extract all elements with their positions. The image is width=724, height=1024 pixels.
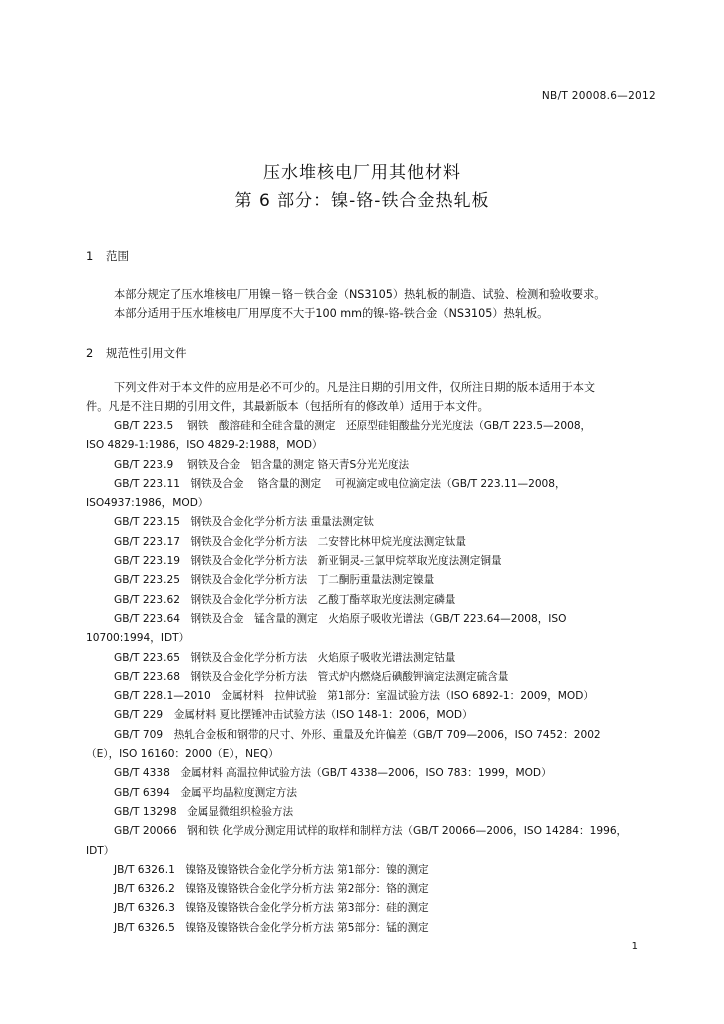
scope-paragraph: 本部分适用于压水堆核电厂用厚度不大于100 mm的镍-铬-铁合金（NS3105）热轧板。	[114, 307, 549, 321]
reference-item: GB/T 223.65 钢铁及合金化学分析方法 火焰原子吸收光谱法测定钴量	[114, 651, 456, 664]
scope-paragraph: 本部分规定了压水堆核电厂用镍－铬－铁合金（NS3105）热轧板的制造、试验、检测和验收要求。	[114, 288, 606, 301]
reference-item-cont: ISO 4829-1:1986，ISO 4829-2:1988，MOD）	[86, 439, 323, 452]
reference-item: JB/T 6326.1 镍铬及镍铬铁合金化学分析方法 第1部分：镍的测定	[114, 863, 429, 876]
reference-item: JB/T 6326.5 镍铬及镍铬铁合金化学分析方法 第5部分：锰的测定	[114, 921, 429, 934]
reference-item-cont: （E），ISO 16160：2000（E），NEQ）	[86, 748, 279, 761]
reference-item-cont: IDT）	[86, 844, 115, 857]
document-title-line1: 压水堆核电厂用其他材料	[263, 163, 461, 183]
reference-item: GB/T 223.9 钢铁及合金 铝含量的测定 铬天青S分光光度法	[114, 458, 410, 471]
reference-item: GB/T 223.5 钢铁 酸溶硅和全硅含量的测定 还原型硅钼酸盐分光光度法（GB/T 223.5—2008，	[114, 420, 592, 432]
reference-list	[86, 417, 658, 938]
reference-item: GB/T 223.64 钢铁及合金 锰含量的测定 火焰原子吸收光谱法（GB/T 223.64—2008，ISO	[114, 612, 567, 625]
reference-item: GB/T 223.68 钢铁及合金化学分析方法 管式炉内燃烧后碘酸钾滴定法测定硫含量	[114, 670, 509, 683]
reference-item-cont: 10700:1994，IDT）	[86, 632, 190, 645]
reference-item: GB/T 229 金属材料 夏比摆锤冲击试验方法（ISO 148-1：2006，MOD）	[114, 709, 473, 722]
section-number: 2	[86, 346, 94, 360]
section-number: 1	[86, 249, 94, 263]
reference-item: GB/T 223.17 钢铁及合金化学分析方法 二安替比林甲烷光度法测定钛量	[114, 535, 466, 548]
section-heading-scope	[86, 248, 129, 264]
standard-code: NB/T 20008.6—2012	[541, 90, 656, 102]
reference-item: GB/T 223.11 钢铁及合金 铬含量的测定 可视滴定或电位滴定法（GB/T 223.11—2008，	[114, 477, 566, 490]
reference-item: GB/T 709 热轧合金板和钢带的尺寸、外形、重量及允许偏差（GB/T 709—2006，ISO 7452：2002	[114, 728, 601, 741]
reference-item: GB/T 20066 钢和铁 化学成分测定用试样的取样和制样方法（GB/T 20066—2006，ISO 14284：1996，	[114, 825, 628, 838]
document-title-line2: 第 6 部分：镍-铬-铁合金热轧板	[234, 191, 490, 211]
reference-item: GB/T 228.1—2010 金属材料 拉伸试验 第1部分：室温试验方法（ISO 6892-1：2009，MOD）	[114, 690, 595, 703]
reference-item: GB/T 223.15 钢铁及合金化学分析方法 重量法测定钛	[114, 516, 375, 529]
reference-item: GB/T 4338 金属材料 高温拉伸试验方法（GB/T 4338—2006，ISO 783：1999，MOD）	[114, 767, 552, 780]
reference-item: GB/T 13298 金属显微组织检验方法	[114, 805, 294, 818]
reference-item: GB/T 223.62 钢铁及合金化学分析方法 乙酸丁酯萃取光度法测定磷量	[114, 593, 456, 606]
scope-paragraphs	[86, 285, 658, 324]
page-number: 1	[631, 941, 638, 952]
intro-line: 件。凡是不注日期的引用文件，其最新版本（包括所有的修改单）适用于本文件。	[86, 400, 489, 414]
section-title: 规范性引用文件	[106, 346, 187, 360]
reference-item: GB/T 223.19 钢铁及合金化学分析方法 新亚铜灵-三氯甲烷萃取光度法测定铜量	[114, 555, 502, 568]
section-title: 范围	[106, 249, 129, 263]
reference-item: JB/T 6326.2 镍铬及镍铬铁合金化学分析方法 第2部分：铬的测定	[114, 883, 429, 896]
reference-item: JB/T 6326.3 镍铬及镍铬铁合金化学分析方法 第3部分：硅的测定	[114, 902, 429, 915]
reference-item: GB/T 6394 金属平均晶粒度测定方法	[114, 786, 297, 799]
reference-item-cont: ISO4937:1986，MOD）	[86, 497, 209, 510]
section-heading-normative	[86, 345, 187, 361]
reference-item: GB/T 223.25 钢铁及合金化学分析方法 丁二酮肟重量法测定镍量	[114, 574, 435, 587]
intro-line: 下列文件对于本文件的应用是必不可少的。凡是注日期的引用文件，仅所注日期的版本适用于本文	[114, 381, 596, 394]
normative-intro	[86, 378, 658, 417]
